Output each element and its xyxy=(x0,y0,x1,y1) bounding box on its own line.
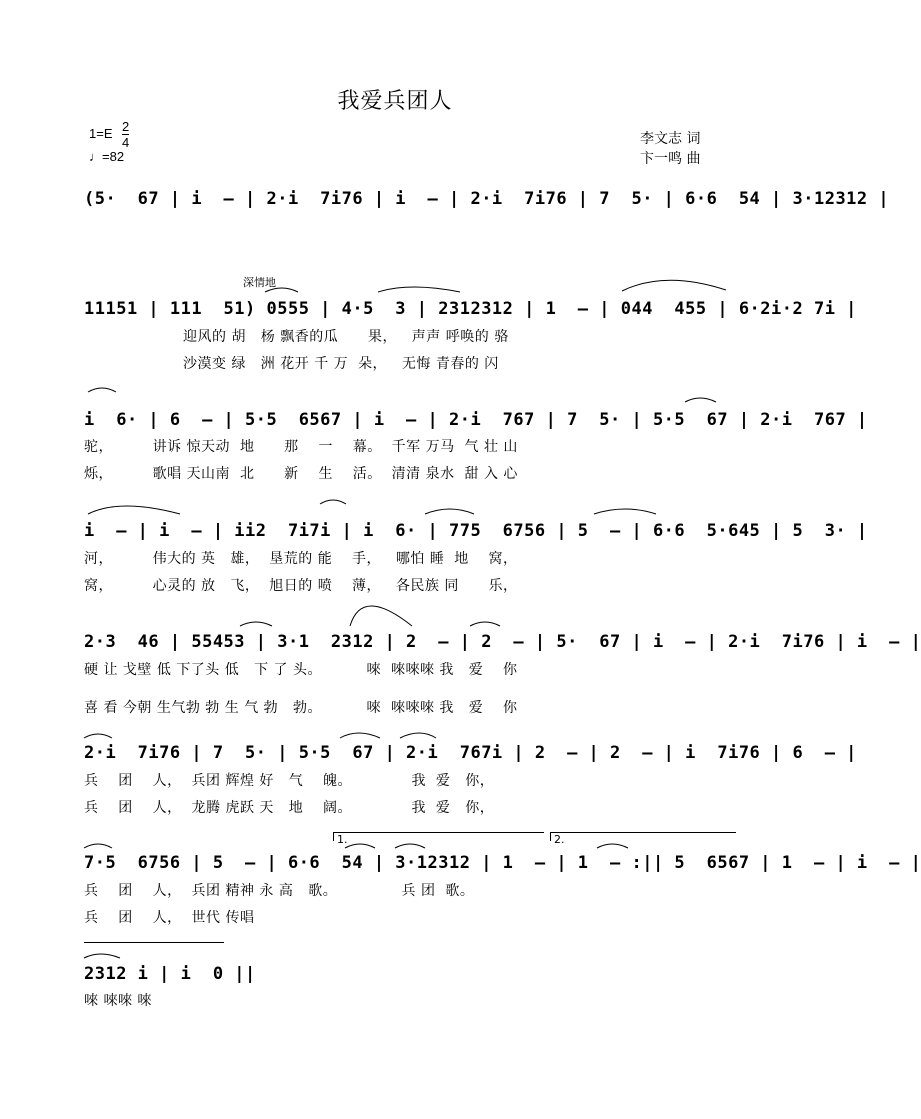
tempo-marking: ♩=82 xyxy=(89,149,125,164)
lyricist-credit: 李文志 词 xyxy=(640,131,701,147)
lyric-verse2-row-5: 喜 看 今朝 生气勃 勃 生 气 勃 勃。 唻 唻唻唻 我 爱 你 xyxy=(84,700,518,716)
lyric-verse2-row-7: 兵 团 人， 世代 传唱 xyxy=(84,910,255,926)
slur-arc xyxy=(425,509,474,514)
slur-arc xyxy=(470,622,500,626)
slur-arc xyxy=(395,844,425,848)
notation-row-7: 7·5 6756 | 5 — | 6·6 54 | 3·12312 | 1 — | 1 — :|| 5 6567 | 1 — | i — | xyxy=(84,853,921,873)
lyric-verse2-row-3: 烁， 歌唱 天山南 北 新 生 活。 清清 泉水 甜 入 心 xyxy=(84,466,518,482)
slur-arc xyxy=(340,733,380,738)
time-signature-top: 2 xyxy=(122,119,130,134)
slur-arc xyxy=(84,844,112,848)
first-ending-label: 1. xyxy=(337,833,348,846)
slur-arc xyxy=(350,606,412,626)
slur-arc xyxy=(400,733,436,738)
lyric-verse1-row-2: 迎风的 胡 杨 飘香的瓜 果， 声声 呼唤的 骆 xyxy=(84,329,509,345)
slur-arc xyxy=(594,509,656,514)
slur-arc xyxy=(265,288,298,292)
page-title: 我爱兵团人 xyxy=(337,89,453,114)
expression-marking: 深情地 xyxy=(243,276,276,289)
slur-arc xyxy=(240,622,272,626)
lyric-verse2-row-4: 窝， 心灵的 放 飞， 旭日的 喷 薄， 各民族 同 乐， xyxy=(84,578,518,594)
notation-row-2: 11151 | 111 51) 0555 | 4·5 3 | 2312312 | 1 — | 044 455 | 6·2i·2 7i | xyxy=(84,299,857,319)
composer-credit: 卞一鸣 曲 xyxy=(640,151,701,167)
key-signature: 1=E xyxy=(89,126,113,141)
notation-row-5: 2·3 46 | 55453 | 3·1 2312 | 2 — | 2 — | 5· 67 | i — | 2·i 7i76 | i — | xyxy=(84,632,921,652)
notation-row-1: (5· 67 | i — | 2·i 7i76 | i — | 2·i 7i76 | 7 5· | 6·6 54 | 3·12312 | xyxy=(84,189,890,209)
lyric-verse1-row-5: 硬 让 戈壁 低 下了头 低 下 了 头。 唻 唻唻唻 我 爱 你 xyxy=(84,662,518,678)
lyric-verse2-row-6: 兵 团 人， 龙腾 虎跃 天 地 阔。 我 爱 你， xyxy=(84,800,495,816)
slur-arc xyxy=(597,844,628,848)
notation-row-6: 2·i 7i76 | 7 5· | 5·5 67 | 2·i 767i | 2 — | 2 — | i 7i76 | 6 — | xyxy=(84,743,857,763)
lyric-verse2-row-2: 沙漠变 绿 洲 花开 千 万 朵， 无悔 青春的 闪 xyxy=(84,356,499,372)
second-ending-label: 2. xyxy=(554,833,565,846)
slur-arc xyxy=(622,280,726,291)
notation-row-8: 2312 i | i 0 || xyxy=(84,964,256,984)
time-signature-bottom: 4 xyxy=(122,135,130,150)
slur-arc xyxy=(84,734,112,738)
lyric-verse1-row-8: 唻 唻唻 唻 xyxy=(84,993,152,1009)
notation-row-3: i 6· | 6 — | 5·5 6567 | i — | 2·i 767 | 7 5· | 5·5 67 | 2·i 767 | xyxy=(84,410,868,430)
slur-arc xyxy=(84,954,120,958)
slur-arc xyxy=(320,500,346,504)
slur-arc xyxy=(88,506,180,514)
lyric-verse1-row-3: 驼， 讲诉 惊天动 地 那 一 幕。 千军 万马 气 壮 山 xyxy=(84,439,518,455)
slur-arc xyxy=(685,398,716,402)
slur-arc xyxy=(88,388,116,392)
lyric-verse1-row-7: 兵 团 人， 兵团 精神 永 高 歌。 兵 团 歌。 xyxy=(84,883,475,899)
lyric-verse1-row-4: 河， 伟大的 英 雄， 垦荒的 能 手， 哪怕 睡 地 窝， xyxy=(84,551,518,567)
slur-arc xyxy=(345,844,375,848)
notation-row-4: i — | i — | ii2 7i7i | i 6· | 775 6756 | 5 — | 6·6 5·645 | 5 3· | xyxy=(84,521,868,541)
slur-arc xyxy=(378,287,460,292)
lyric-verse1-row-6: 兵 团 人， 兵团 辉煌 好 气 魄。 我 爱 你， xyxy=(84,773,495,789)
